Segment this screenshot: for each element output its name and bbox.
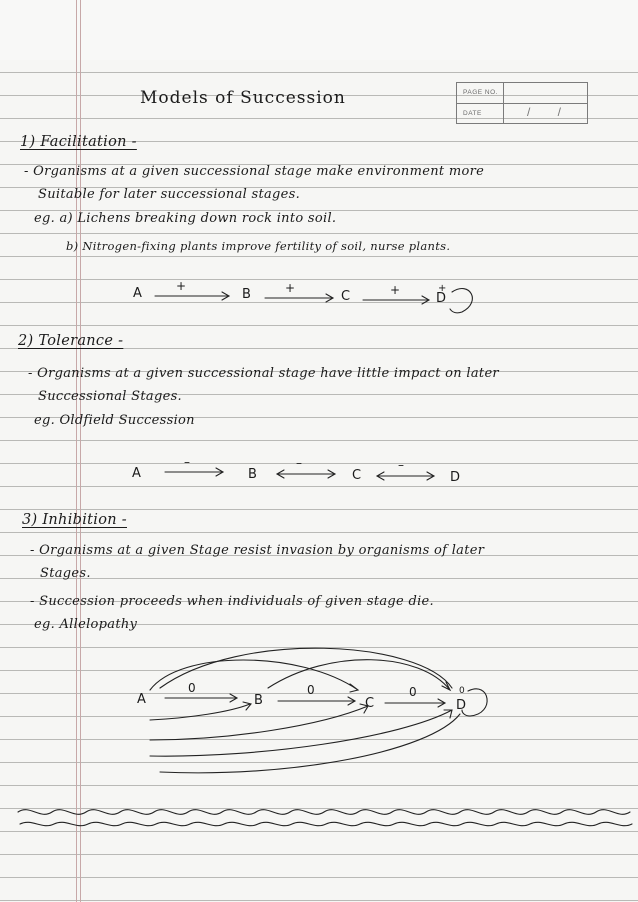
inhibition-line-2: Stages. xyxy=(40,566,91,581)
facilitation-node-c: C xyxy=(341,289,351,304)
inhibition-sign-cd: 0 xyxy=(409,685,417,699)
section-heading-tolerance: 2) Tolerance - xyxy=(18,333,124,349)
facilitation-example-b: b) Nitrogen-fixing plants improve fertility of soil, nurse plants. xyxy=(66,239,451,253)
tolerance-line-2: Successional Stages. xyxy=(38,389,182,404)
inhibition-sign-ab: 0 xyxy=(188,681,196,695)
inhibition-arrows xyxy=(150,648,487,773)
section-heading-inhibition: 3) Inhibition - xyxy=(22,512,127,528)
facilitation-sign-bc: + xyxy=(285,281,296,295)
date-slashes: / / xyxy=(527,105,574,119)
tolerance-sign-bc: – xyxy=(296,456,302,470)
inhibition-line-1: - Organisms at a given Stage resist invasion by organisms of later xyxy=(30,543,485,558)
facilitation-sign-ab: + xyxy=(176,279,187,293)
facilitation-example-a: eg. a) Lichens breaking down rock into soil. xyxy=(34,211,337,226)
tolerance-node-d: D xyxy=(450,470,461,485)
bottom-wavy-border xyxy=(18,810,632,826)
inhibition-node-d: D xyxy=(456,698,467,713)
facilitation-node-b: B xyxy=(242,287,251,302)
inhibition-node-a: A xyxy=(137,692,146,707)
facilitation-sign-dd: + xyxy=(438,283,447,294)
inhibition-node-b: B xyxy=(254,693,263,708)
tolerance-node-a: A xyxy=(132,466,141,481)
page-title: Models of Succession xyxy=(140,88,346,108)
facilitation-line-1: - Organisms at a given successional stage make environment more xyxy=(24,164,485,179)
tolerance-line-1: - Organisms at a given successional stage have little impact on later xyxy=(28,366,499,381)
inhibition-sign-dd: 0 xyxy=(459,686,465,696)
facilitation-node-d: D xyxy=(436,291,447,306)
date-label: DATE xyxy=(463,110,482,117)
tolerance-sign-cd: – xyxy=(398,458,404,472)
inhibition-example: eg. Allelopathy xyxy=(34,617,138,632)
inhibition-sign-bc: 0 xyxy=(307,683,315,697)
tolerance-node-c: C xyxy=(352,468,362,483)
tolerance-sign-ab: – xyxy=(184,455,190,469)
section-heading-facilitation: 1) Facilitation - xyxy=(20,134,137,150)
inhibition-node-c: C xyxy=(365,696,375,711)
tolerance-example: eg. Oldfield Succession xyxy=(34,413,195,428)
page-top-margin xyxy=(0,0,638,60)
page-no-label: PAGE NO. xyxy=(463,89,498,96)
facilitation-arrows xyxy=(155,289,472,313)
page-date-box xyxy=(456,82,588,124)
facilitation-line-2: Suitable for later successional stages. xyxy=(38,187,301,202)
facilitation-sign-cd: + xyxy=(390,283,401,297)
facilitation-node-a: A xyxy=(133,286,142,301)
inhibition-line-3: - Succession proceeds when individuals of given stage die. xyxy=(30,594,434,609)
tolerance-node-b: B xyxy=(248,467,257,482)
